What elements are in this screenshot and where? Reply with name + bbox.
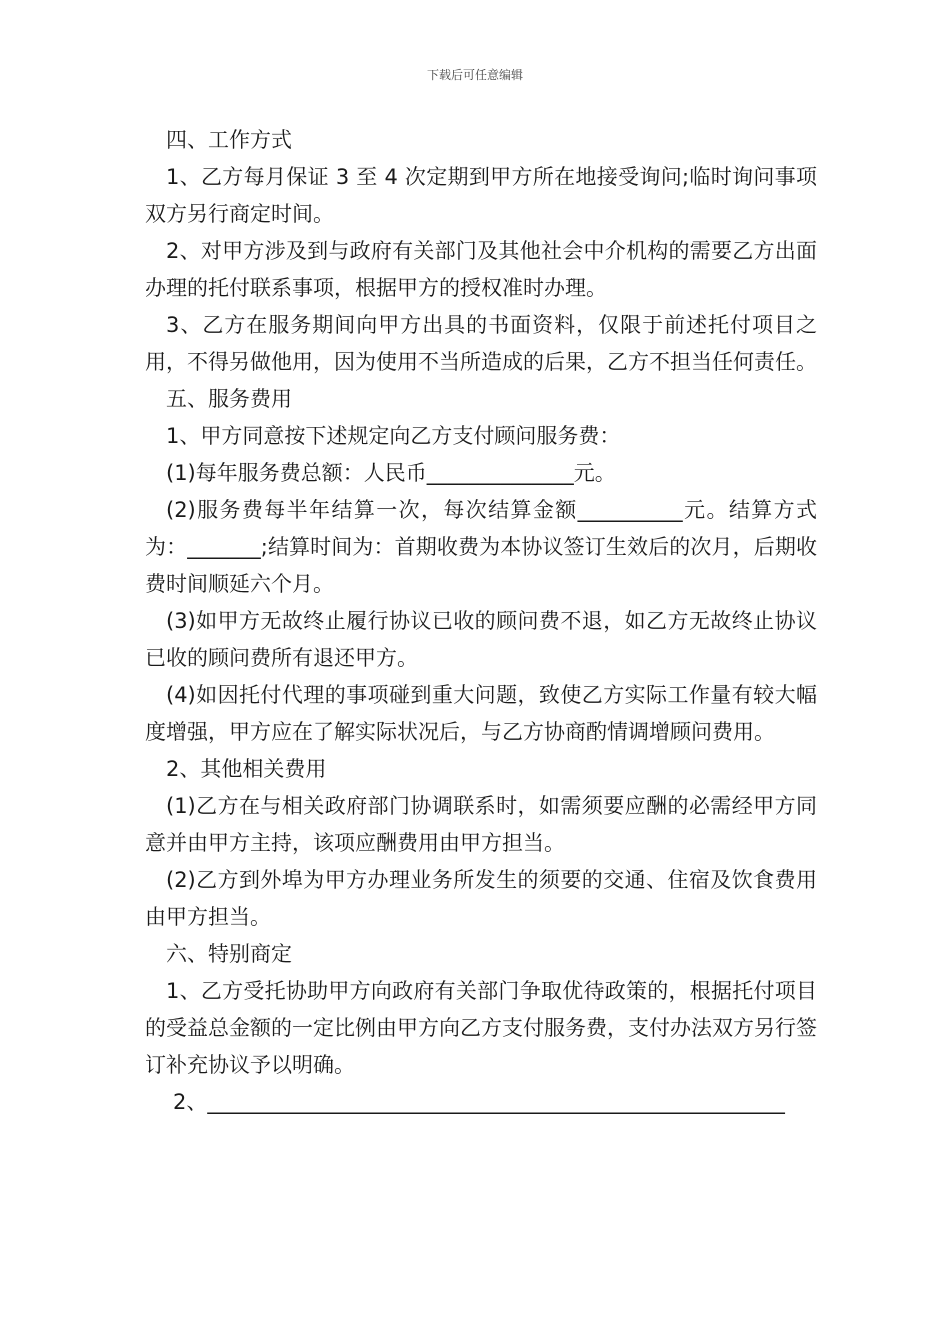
paragraph: 2、_______________________________________________________	[173, 1090, 785, 1114]
document-body	[145, 122, 817, 1121]
paragraph: 2、其他相关费用	[166, 757, 327, 781]
paragraph: (1)乙方在与相关政府部门协调联系时，如需须要应酬的必需经甲方同意并由甲方主持，该项应酬费用由甲方担当。	[145, 794, 817, 855]
page-header-caption: 下载后可任意编辑	[426, 68, 523, 82]
paragraph: 3、乙方在服务期间向甲方出具的书面资料，仅限于前述托付项目之用，不得另做他用，因为使用不当所造成的后果，乙方不担当任何责任。	[145, 313, 817, 374]
section-heading-service-fees: 五、服务费用	[166, 387, 292, 411]
paragraph: 1、乙方受托协助甲方向政府有关部门争取优待政策的，根据托付项目的受益总金额的一定比例由甲方向乙方支付服务费，支付办法双方另行签订补充协议予以明确。	[145, 979, 817, 1077]
paragraph: (3)如甲方无故终止履行协议已收的顾问费不退，如乙方无故终止协议已收的顾问费所有退还甲方。	[145, 609, 817, 670]
paragraph: (2)乙方到外埠为甲方办理业务所发生的须要的交通、住宿及饮食费用由甲方担当。	[145, 868, 817, 929]
section-heading-special-agreement: 六、特别商定	[166, 942, 292, 966]
paragraph: (2)服务费每半年结算一次，每次结算金额__________元。结算方式为：_______;结算时间为：首期收费为本协议签订生效后的次月，后期收费时间顺延六个月。	[145, 498, 817, 596]
paragraph: 2、对甲方涉及到与政府有关部门及其他社会中介机构的需要乙方出面办理的托付联系事项，根据甲方的授权准时办理。	[145, 239, 817, 300]
paragraph: 1、乙方每月保证 3 至 4 次定期到甲方所在地接受询问;临时询问事项双方另行商定时间。	[145, 165, 817, 226]
paragraph: (1)每年服务费总额：人民币______________元。	[166, 461, 616, 485]
paragraph: 1、甲方同意按下述规定向乙方支付顾问服务费：	[166, 424, 621, 448]
paragraph: (4)如因托付代理的事项碰到重大问题，致使乙方实际工作量有较大幅度增强，甲方应在了解实际状况后，与乙方协商酌情调增顾问费用。	[145, 683, 817, 744]
section-heading-work-method: 四、工作方式	[166, 128, 292, 152]
